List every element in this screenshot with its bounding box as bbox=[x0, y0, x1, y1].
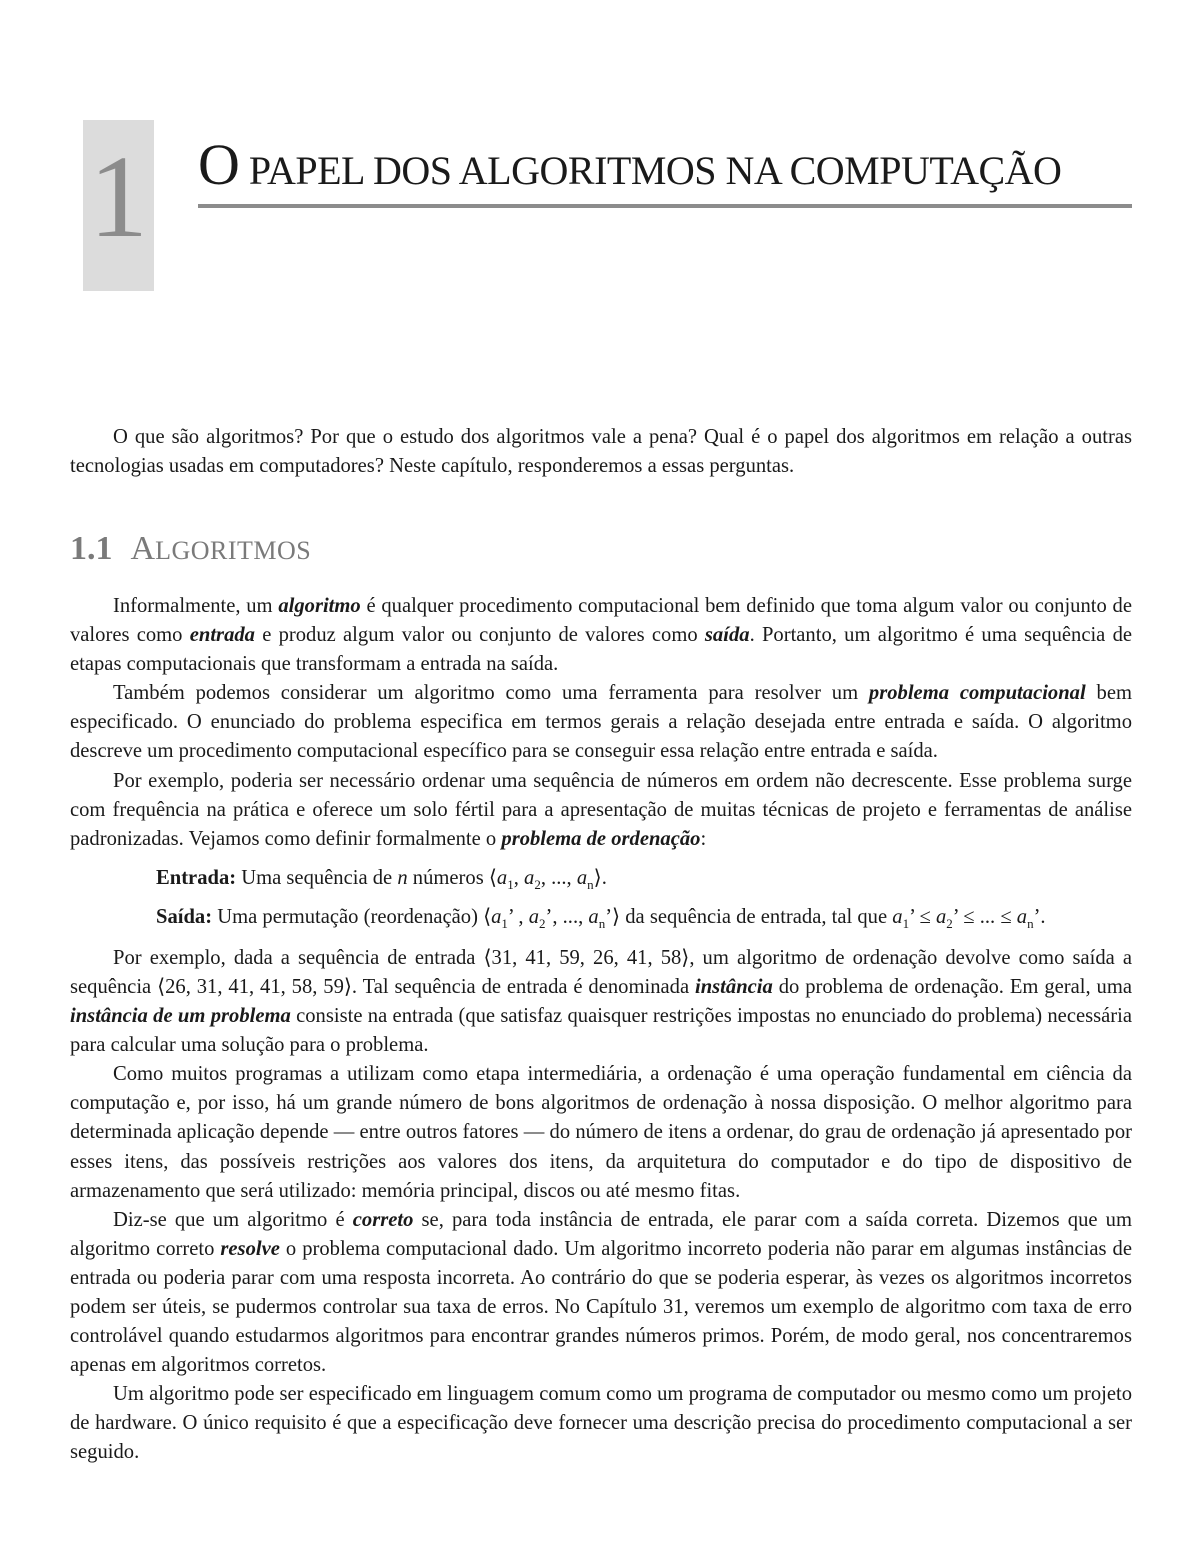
math-var: a bbox=[588, 905, 599, 928]
math-var: a bbox=[528, 905, 539, 928]
chapter-title bbox=[198, 130, 1133, 206]
paragraph-especificacao: Um algoritmo pode ser especificado em linguagem comum como um programa de computador ou mesmo como um projeto de hardware. O único requisito é que a especificação deve fornecer uma descrição precisa do procedimento computacional a ser seguido. bbox=[70, 1383, 1132, 1464]
section-heading bbox=[70, 527, 311, 573]
text-run: , ..., bbox=[540, 866, 577, 889]
term-saida: saída bbox=[704, 624, 750, 647]
text-run: Por exemplo, poderia ser necessário ordenar uma sequência de números em ordem não decrescente. Esse problema surge com frequência na prática e oferece um solo fértil para a apresentação de muitas técnicas de projeto e ferramentas de análise padronizadas. Vejamos como definir formalmente o bbox=[70, 769, 1132, 850]
text-run: ’. bbox=[1033, 905, 1046, 928]
text-run: do problema de ordenação. Em geral, uma bbox=[772, 975, 1132, 998]
intro-paragraph: O que são algoritmos? Por que o estudo dos algoritmos vale a pena? Qual é o papel dos algoritmos em relação a outras tecnologias usadas em computadores? Neste capítulo, responderemos a essas perguntas. bbox=[70, 426, 1132, 478]
chapter-number: 1 bbox=[89, 131, 148, 262]
math-subscript: 1 bbox=[902, 915, 910, 931]
text-run: o problema computacional dado. Um algoritmo incorreto poderia não parar em algumas instâncias de entrada ou poderia parar com uma resposta incorreta. Ao contrário do que se poderia esperar, às vezes os algoritmos incorretos podem ser úteis, se pudermos controlar sua taxa de erros. No Capítulo 31, veremos um exemplo de algoritmo com taxa de erro controlável quando estudarmos algoritmos para encontrar grandes números primos. Porém, de modo geral, nos concentraremos apenas em algoritmos corretos. bbox=[70, 1237, 1132, 1377]
term-algoritmo: algoritmo bbox=[278, 595, 361, 617]
chapter-title-rule bbox=[198, 204, 1132, 208]
math-var: a bbox=[576, 866, 588, 889]
section-body bbox=[70, 592, 1132, 1468]
chapter-title-rest: PAPEL DOS ALGORITMOS NA COMPUTAÇÃO bbox=[239, 148, 1062, 193]
math-var: a bbox=[491, 905, 502, 928]
definition-label-entrada: Entrada: bbox=[156, 866, 237, 889]
text-run: Uma permutação (reordenação) ⟨ bbox=[212, 905, 492, 928]
paragraph-problema-computacional bbox=[70, 679, 1132, 766]
math-subscript: n bbox=[598, 915, 606, 931]
text-run: é qualquer procedimento computacional bem definido que toma algum valor ou conjunto de valores como bbox=[70, 595, 1132, 647]
text-run: . Portanto, um algoritmo é uma sequência de etapas computacionais que transformam a entrada na saída. bbox=[70, 624, 1133, 676]
term-correto: correto bbox=[352, 1208, 414, 1231]
math-var: a bbox=[496, 866, 508, 889]
math-var: a bbox=[524, 866, 535, 889]
definition-label-saida: Saída: bbox=[156, 905, 213, 928]
math-subscript: 2 bbox=[534, 876, 541, 892]
math-var: a bbox=[1016, 905, 1028, 928]
intro-paragraph-block bbox=[70, 423, 1132, 481]
section-number: 1.1 bbox=[70, 530, 113, 567]
math-subscript: 2 bbox=[539, 915, 546, 931]
text-run: Uma sequência de bbox=[236, 866, 398, 889]
math-subscript: n bbox=[1027, 915, 1034, 931]
math-var: n bbox=[397, 866, 408, 889]
term-problema-de-ordenacao: problema de ordenação bbox=[501, 827, 701, 850]
text-run: ’, ..., bbox=[545, 905, 589, 928]
text-run: consiste na entrada (que satisfaz quaisquer restrições impostas no enunciado do problema) necessária para calcular uma solução para o problema. bbox=[70, 1005, 1132, 1057]
text-run: ’ , bbox=[507, 905, 529, 928]
text-run: se, para toda instância de entrada, ele parar com a saída correta. Dizemos que um algoritmo correto bbox=[70, 1208, 1132, 1260]
definition-saida bbox=[70, 903, 1132, 932]
text-run: Diz-se que um algoritmo é bbox=[113, 1208, 353, 1231]
term-instancia-de-um-problema: instância de um problema bbox=[70, 1005, 291, 1028]
paragraph-algoritmo bbox=[70, 592, 1132, 679]
term-instancia: instância bbox=[694, 975, 773, 998]
chapter-title-initial: O bbox=[198, 132, 240, 197]
term-resolve: resolve bbox=[220, 1237, 280, 1260]
text-run: : bbox=[700, 827, 707, 850]
section-title-rest: LGORITMOS bbox=[155, 536, 312, 565]
math-var: a bbox=[936, 905, 947, 928]
text-run: ⟩. bbox=[593, 866, 607, 889]
math-subscript: 2 bbox=[946, 915, 953, 931]
text-run: ’ ≤ ... ≤ bbox=[952, 905, 1017, 928]
math-var: a bbox=[892, 905, 903, 928]
text-run: ’ ≤ bbox=[909, 905, 936, 928]
section-title-initial: A bbox=[130, 530, 156, 567]
math-subscript: 1 bbox=[507, 876, 514, 892]
paragraph-ordenacao bbox=[70, 767, 1132, 854]
math-subscript: n bbox=[587, 876, 594, 892]
text-run: Também podemos considerar um algoritmo como uma ferramenta para resolver um bbox=[113, 682, 869, 705]
text-run: Informalmente, um bbox=[113, 595, 279, 617]
chapter-number-block bbox=[83, 120, 154, 291]
text-run: Por exemplo, dada a sequência de entrada ⟨31, 41, 59, 26, 41, 58⟩, um algoritmo de ordenação devolve como saída a sequência ⟨26, 31, 41, 41, 58, 59⟩. Tal sequência de entrada é denominada bbox=[70, 946, 1132, 998]
math-subscript: 1 bbox=[501, 915, 508, 931]
definition-entrada bbox=[70, 864, 1132, 893]
paragraph-instancia bbox=[70, 944, 1132, 1060]
text-run: números ⟨ bbox=[407, 866, 497, 889]
text-run: e produz algum valor ou conjunto de valores como bbox=[254, 624, 705, 647]
text-run: , bbox=[513, 866, 525, 889]
text-run: ’⟩ da sequência de entrada, tal que bbox=[605, 905, 893, 928]
term-entrada: entrada bbox=[189, 624, 255, 647]
term-problema-computacional: problema computacional bbox=[868, 682, 1086, 705]
paragraph-correto bbox=[70, 1206, 1132, 1381]
paragraph-ordenacao-fundamental: Como muitos programas a utilizam como etapa intermediária, a ordenação é uma operação fundamental em ciência da computação e, por isso, há um grande número de bons algoritmos de ordenação à nossa disposição. O melhor algoritmo para determinada aplicação depende — entre outros fatores — do número de itens a ordenar, do grau de ordenação já apresentado por esses itens, das possíveis restrições aos valores dos itens, da arquitetura do computador e do tipo de dispositivo de armazenamento que será utilizado: memória principal, discos ou até mesmo fitas. bbox=[70, 1063, 1132, 1202]
text-run: bem especificado. O enunciado do problema especifica em termos gerais a relação desejada entre entrada e saída. O algoritmo descreve um procedimento computacional específico para se conseguir essa relação entre entrada e saída. bbox=[70, 682, 1132, 763]
